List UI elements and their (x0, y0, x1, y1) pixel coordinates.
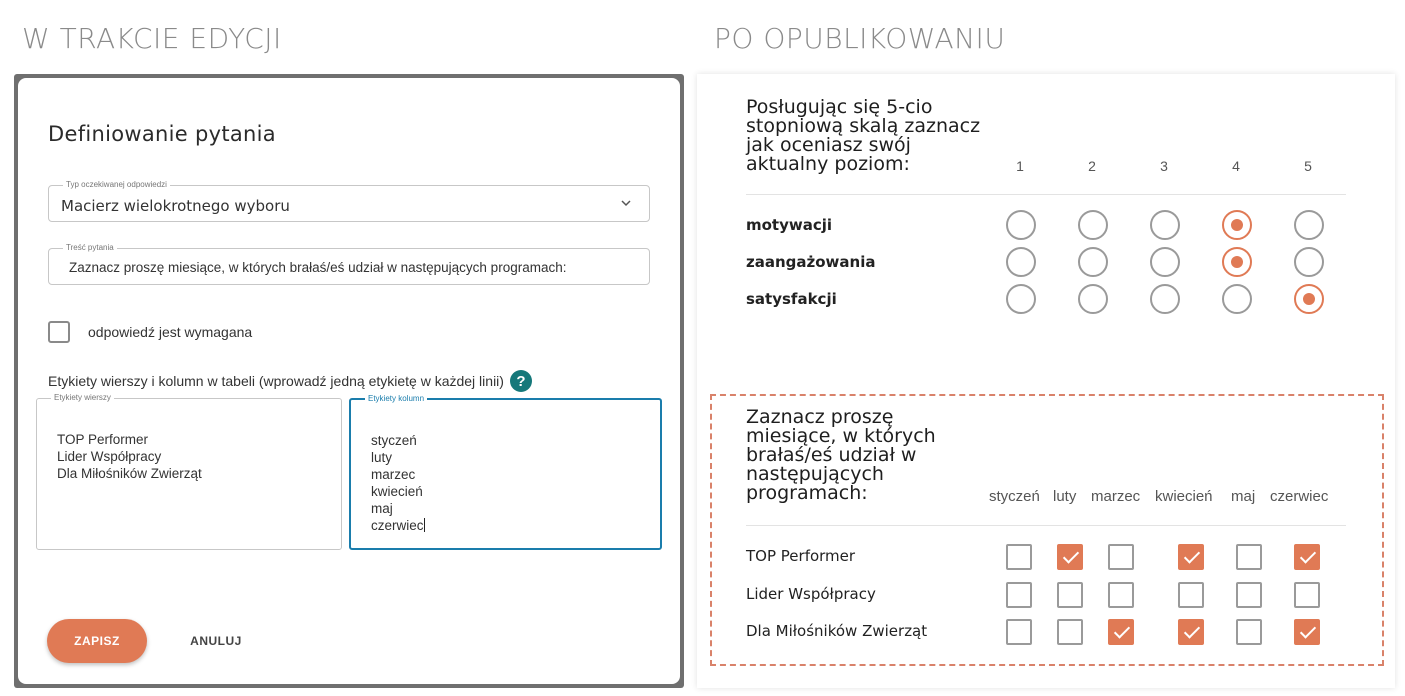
rating-radio[interactable] (1150, 284, 1180, 314)
month-checkbox[interactable] (1236, 619, 1262, 645)
scale-column-header: 2 (1088, 158, 1096, 174)
required-label: odpowiedź jest wymagana (88, 324, 253, 340)
save-button[interactable]: ZAPISZ (47, 619, 147, 663)
text-caret (424, 518, 425, 532)
labels-hint-text: Etykiety wierszy i kolumn w tabeli (wprowadź jedną etykietę w każdej linii) (48, 373, 504, 389)
column-labels-legend: Etykiety kolumn (365, 394, 427, 403)
question-dialog (18, 78, 680, 684)
question-2-text: Zaznacz proszę miesiące, w których brałaś/eś udział w następujących programach: (746, 406, 936, 504)
month-checkbox[interactable] (1178, 619, 1204, 645)
month-checkbox[interactable] (1236, 544, 1262, 570)
month-checkbox[interactable] (1294, 619, 1320, 645)
labels-hint (48, 370, 532, 392)
row-label-line: Lider Współpracy (57, 449, 162, 464)
rating-radio[interactable] (1006, 210, 1036, 240)
question-text-input[interactable] (48, 243, 650, 285)
rating-radio[interactable] (1222, 247, 1252, 277)
month-checkbox[interactable] (1294, 544, 1320, 570)
row-label-line: Dla Miłośników Zwierząt (57, 466, 202, 481)
month-checkbox[interactable] (1006, 582, 1032, 608)
rating-radio[interactable] (1222, 210, 1252, 240)
published-header: PO OPUBLIKOWANIU (714, 22, 1006, 55)
question-text-legend: Treść pytania (63, 243, 117, 252)
required-checkbox[interactable] (48, 321, 70, 343)
month-checkbox[interactable] (1108, 619, 1134, 645)
program-row-label: Lider Współpracy (746, 585, 876, 603)
column-label-line: marzec (371, 467, 416, 482)
divider (746, 194, 1346, 195)
column-label-line-last (371, 517, 425, 534)
month-checkbox[interactable] (1006, 544, 1032, 570)
question-1-text: Posługując się 5-cio stopniową skalą zaznacz jak oceniasz swój aktualny poziom: (746, 96, 981, 175)
matrix-row-label: satysfakcji (746, 290, 837, 308)
rating-radio[interactable] (1006, 247, 1036, 277)
month-checkbox[interactable] (1108, 544, 1134, 570)
rating-radio[interactable] (1294, 284, 1324, 314)
column-label-line: styczeń (371, 433, 417, 448)
row-label-line: TOP Performer (57, 432, 149, 447)
answer-type-value: Macierz wielokrotnego wyboru (61, 197, 290, 215)
month-checkbox[interactable] (1108, 582, 1134, 608)
month-checkbox[interactable] (1057, 582, 1083, 608)
column-label-line: kwiecień (371, 484, 423, 499)
required-toggle[interactable] (48, 321, 252, 343)
editing-header: W TRAKCIE EDYCJI (22, 22, 282, 55)
answer-type-legend: Typ oczekiwanej odpowiedzi (63, 180, 170, 189)
month-checkbox[interactable] (1057, 619, 1083, 645)
month-column-header: maj (1231, 488, 1256, 505)
column-labels-textarea[interactable] (349, 394, 662, 550)
month-checkbox[interactable] (1294, 582, 1320, 608)
month-column-header: czerwiec (1270, 488, 1329, 505)
month-column-header: styczeń (989, 488, 1040, 505)
row-labels-legend: Etykiety wierszy (51, 393, 114, 402)
scale-column-header: 1 (1016, 158, 1024, 174)
column-label-line: luty (371, 450, 393, 465)
cancel-button[interactable]: ANULUJ (190, 634, 242, 648)
scale-column-header: 5 (1304, 158, 1312, 174)
month-checkbox[interactable] (1178, 582, 1204, 608)
scale-column-header: 3 (1160, 158, 1168, 174)
published-survey (697, 74, 1395, 688)
chevron-down-icon[interactable] (621, 198, 631, 208)
row-labels-textarea[interactable] (36, 393, 342, 550)
rating-radio[interactable] (1294, 210, 1324, 240)
month-checkbox[interactable] (1057, 544, 1083, 570)
program-row-label: TOP Performer (746, 547, 856, 565)
month-checkbox[interactable] (1236, 582, 1262, 608)
rating-radio[interactable] (1078, 284, 1108, 314)
row-labels-lines (57, 431, 202, 482)
column-labels-lines (371, 432, 425, 534)
month-column-header: kwiecień (1155, 488, 1213, 505)
question-text-value: Zaznacz proszę miesiące, w których brałaś/eś udział w następujących programach: (69, 260, 567, 275)
dialog-title: Definiowanie pytania (48, 122, 276, 146)
month-column-header: luty (1053, 488, 1077, 505)
rating-radio[interactable] (1150, 210, 1180, 240)
help-icon[interactable]: ? (510, 370, 532, 392)
column-label-line: maj (371, 501, 393, 516)
scale-column-header: 4 (1232, 158, 1240, 174)
rating-radio[interactable] (1222, 284, 1252, 314)
matrix-row-label: motywacji (746, 216, 833, 234)
matrix-row-label: zaangażowania (746, 253, 876, 271)
column-label-line: czerwiec (371, 518, 424, 533)
answer-type-select[interactable] (48, 180, 650, 222)
month-checkbox[interactable] (1178, 544, 1204, 570)
program-row-label: Dla Miłośników Zwierząt (746, 622, 928, 640)
divider (746, 525, 1346, 526)
month-column-header: marzec (1091, 488, 1141, 505)
rating-radio[interactable] (1078, 210, 1108, 240)
rating-radio[interactable] (1150, 247, 1180, 277)
rating-radio[interactable] (1078, 247, 1108, 277)
month-checkbox[interactable] (1006, 619, 1032, 645)
rating-radio[interactable] (1006, 284, 1036, 314)
rating-radio[interactable] (1294, 247, 1324, 277)
